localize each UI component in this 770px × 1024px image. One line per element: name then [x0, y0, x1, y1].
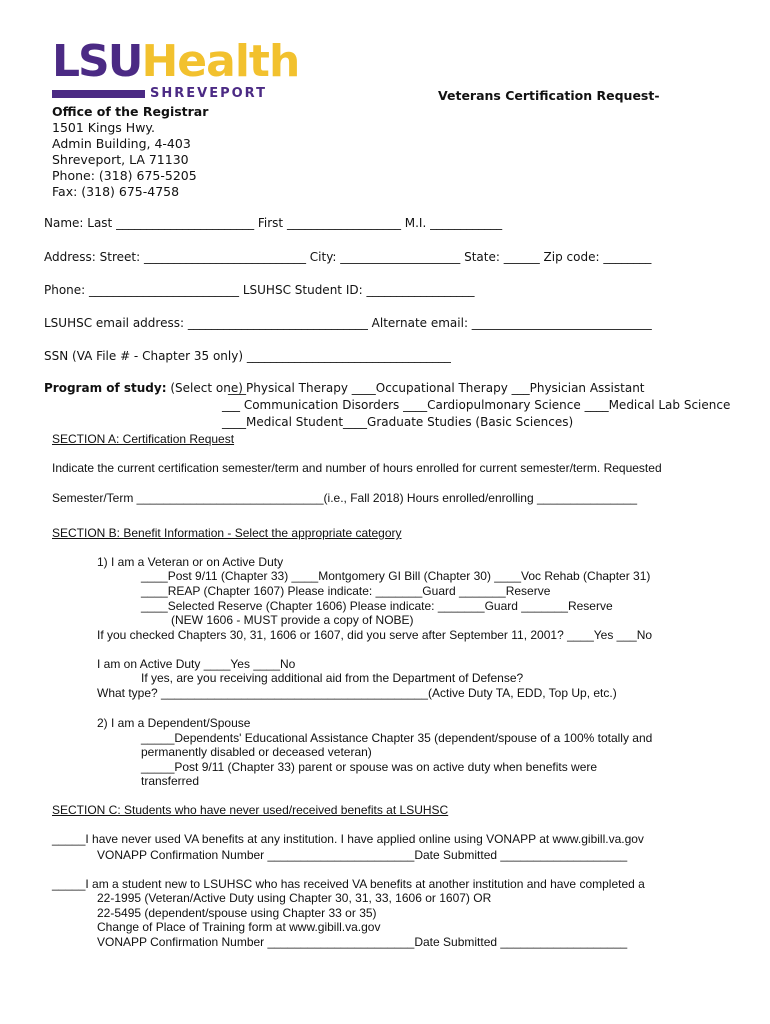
nobe-note: (NEW 1606 - MUST provide a copy of NOBE)	[171, 613, 414, 627]
veteran-options-1[interactable]: ____Post 9/11 (Chapter 33) ____Montgomery GI Bill (Chapter 30) ____Voc Rehab (Chapter 31)	[141, 569, 651, 583]
logo-shreveport-text: SHREVEPORT	[150, 86, 267, 101]
veteran-heading: 1) I am a Veteran or on Active Duty	[97, 555, 284, 569]
semester-field[interactable]: Semester/Term ____________________________(i.e., Fall 2018) Hours enrolled/enrolling _______________	[52, 491, 638, 505]
dependent-heading: 2) I am a Dependent/Spouse	[97, 716, 251, 730]
phone-field[interactable]: Phone: _________________________ LSUHSC Student ID: __________________	[44, 283, 475, 297]
vonapp-confirmation-field-1[interactable]: VONAPP Confirmation Number ______________________Date Submitted ___________________	[97, 848, 628, 862]
form-22-5495-note: 22-5495 (dependent/spouse using Chapter 33 or 35)	[97, 906, 377, 920]
dod-aid-question: If yes, are you receiving additional aid from the Department of Defense?	[141, 671, 524, 685]
program-options-1[interactable]: ___Physical Therapy ____Occupational Therapy ___Physician Assistant	[228, 381, 645, 395]
office-city: Shreveport, LA 71130	[52, 152, 189, 167]
logo-lsu-text: LSU	[52, 36, 142, 87]
program-options-3[interactable]: ____Medical Student____Graduate Studies (Basic Sciences)	[222, 415, 574, 429]
vonapp-confirmation-field-2[interactable]: VONAPP Confirmation Number ______________________Date Submitted ___________________	[97, 935, 628, 949]
name-field[interactable]: Name: Last _______________________ First ___________________ M.I. ____________	[44, 216, 503, 230]
ssn-field[interactable]: SSN (VA File # - Chapter 35 only) __________________________________	[44, 349, 451, 363]
new-student-option[interactable]: _____I am a student new to LSUHSC who has received VA benefits at another institution and have completed a	[52, 877, 645, 891]
program-options-2[interactable]: ___ Communication Disorders ____Cardiopulmonary Science ____Medical Lab Science	[222, 398, 731, 412]
office-address2: Admin Building, 4-403	[52, 136, 191, 151]
veteran-options-3[interactable]: ____Selected Reserve (Chapter 1606) Please indicate: _______Guard _______Reserve	[141, 599, 613, 613]
address-field[interactable]: Address: Street: ___________________________ City: ____________________ State: ______ Zip code: ________	[44, 250, 652, 264]
section-a-title: SECTION A: Certification Request	[52, 432, 235, 446]
never-used-option[interactable]: _____I have never used VA benefits at any institution. I have applied online using VONAPP at www.gibill.va.gov	[52, 832, 644, 846]
served-after-911-question[interactable]: If you checked Chapters 30, 31, 1606 or 1607, did you serve after September 11, 2001? ____Yes ___No	[97, 628, 653, 642]
section-b-title: SECTION B: Benefit Information - Select the appropriate category	[52, 526, 402, 540]
post911-transfer-option[interactable]: _____Post 9/11 (Chapter 33) parent or spouse was on active duty when benefits were	[141, 760, 598, 774]
program-select-hint: (Select one)	[170, 381, 243, 395]
logo-bar	[52, 90, 145, 98]
veteran-options-2[interactable]: ____REAP (Chapter 1607) Please indicate: _______Guard _______Reserve	[141, 584, 551, 598]
office-address1: 1501 Kings Hwy.	[52, 120, 156, 135]
email-field[interactable]: LSUHSC email address: ______________________________ Alternate email: ______________________________	[44, 316, 652, 330]
chapter35-option-cont: permanently disabled or deceased veteran)	[141, 745, 372, 759]
change-of-place-note: Change of Place of Training form at www.gibill.va.gov	[97, 920, 381, 934]
active-duty-question[interactable]: I am on Active Duty ____Yes ____No	[97, 657, 296, 671]
chapter35-option[interactable]: _____Dependents' Educational Assistance Chapter 35 (dependent/spouse of a 100% totally and	[141, 731, 653, 745]
office-name: Office of the Registrar	[52, 104, 209, 119]
program-label-row	[44, 381, 243, 395]
section-c-title: SECTION C: Students who have never used/received benefits at LSUHSC	[52, 803, 449, 817]
office-phone: Phone: (318) 675-5205	[52, 168, 197, 183]
aid-type-field[interactable]: What type? ________________________________________(Active Duty TA, EDD, Top Up, etc.)	[97, 686, 617, 700]
post911-transfer-option-cont: transferred	[141, 774, 200, 788]
form-title: Veterans Certification Request-	[438, 88, 660, 103]
form-22-1995-note: 22-1995 (Veteran/Active Duty using Chapter 30, 31, 33, 1606 or 1607) OR	[97, 891, 492, 905]
logo-health-text: Health	[141, 36, 300, 87]
office-fax: Fax: (318) 675-4758	[52, 184, 180, 199]
program-label: Program of study:	[44, 381, 167, 395]
section-a-intro: Indicate the current certification semester/term and number of hours enrolled for current semester/term. Requested	[52, 461, 662, 475]
lsu-health-logo	[52, 36, 300, 87]
